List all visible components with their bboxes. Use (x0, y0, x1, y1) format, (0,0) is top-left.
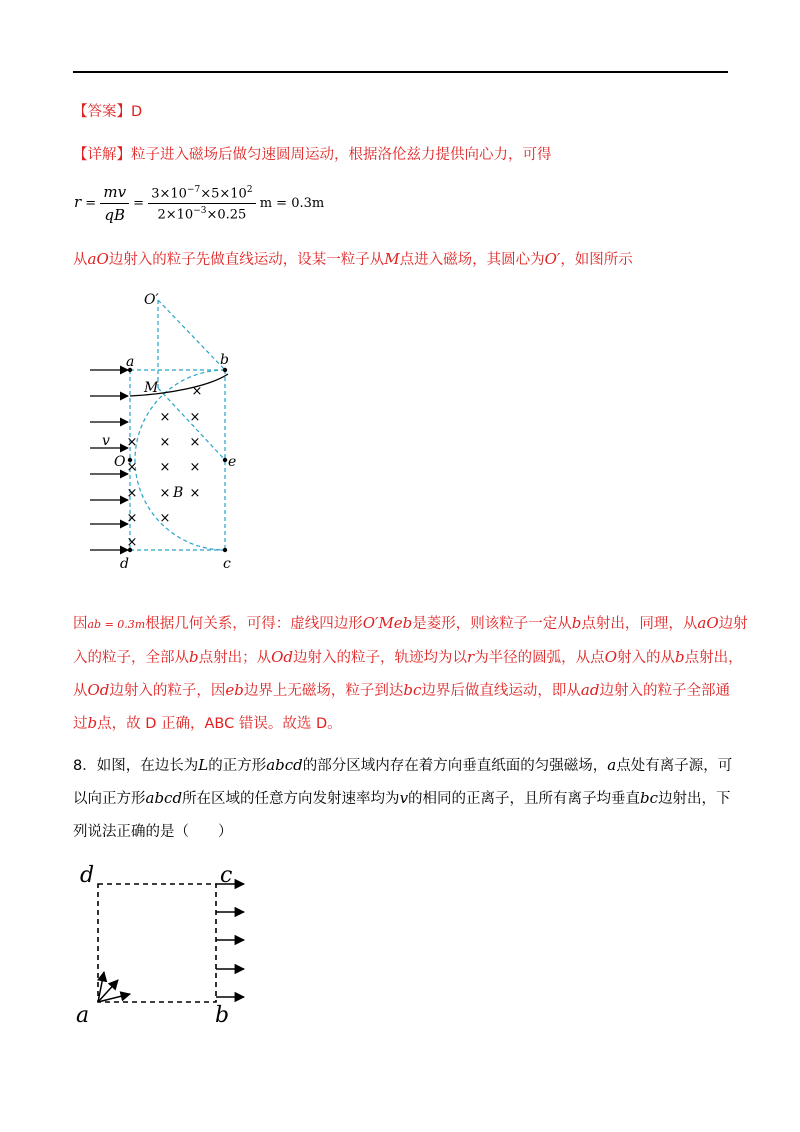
p2-l3-v4: ad (580, 681, 600, 699)
cross-3: × (189, 410, 201, 425)
fraction-2-den (148, 204, 255, 222)
question8-line-2 (73, 787, 731, 808)
p2-l4-t2: 点，故 D 正确，ABC 错误。故选 D。 (97, 716, 342, 732)
p2-l1-t4: 点射出，同理，从 (581, 616, 698, 632)
radius-formula: r = $\frac{mv}{qB}$ = $\frac{3\times 10^{-7}\times 5\times 10^2}{2\times 10^{-3}\times 0.25}$ m = 0.3m (74, 183, 325, 224)
source-emission-arrows (98, 972, 130, 1002)
formula-rhs: m = 0.3m (259, 196, 325, 211)
p2-l2-v1: b (189, 648, 199, 666)
question8-line-3 (73, 820, 233, 841)
cross-4: × (126, 435, 138, 450)
p2-l2-t6: 点射出， (684, 650, 743, 666)
q8-l2-v3: bc (640, 789, 659, 807)
p2-l3-v3: bc (403, 681, 422, 699)
q8-l2-t4: 边射出，下 (658, 791, 731, 807)
label-c: c (223, 556, 231, 572)
label-v: v (102, 433, 110, 449)
cross-5: × (159, 435, 171, 450)
cross-10: × (126, 486, 138, 501)
detail-line (73, 143, 552, 164)
magnetic-field-diagram (80, 288, 250, 578)
p2-l1-t3: 是菱形，则该粒子一定从 (412, 616, 572, 632)
para2-line-2 (73, 646, 743, 667)
figure2-labels (76, 863, 232, 1028)
label-a: a (126, 354, 135, 370)
p2-l2-t2: 点射出；从 (198, 650, 272, 666)
f2-num-b: ×5×10 (200, 186, 247, 201)
formula-lhs: r (74, 193, 82, 211)
p2-l3-v1: Od (87, 681, 110, 699)
label-c2: c (220, 863, 233, 888)
q8-l1-t1: 8．如图，在边长为 (73, 758, 199, 774)
label-d: d (120, 556, 129, 572)
cross-11: × (159, 486, 171, 501)
q8-l1-t2: 的正方形 (208, 758, 267, 774)
cross-7: × (126, 460, 138, 475)
fraction-2 (148, 185, 255, 223)
p2-l3-t1: 从 (73, 683, 88, 699)
cross-12: × (189, 486, 201, 501)
label-e: e (228, 454, 237, 470)
field-crosses (127, 384, 203, 550)
q8-l1-t3: 的部分区域内存在着方向垂直纸面的匀强磁场， (302, 758, 608, 774)
f2-num-a-exp: −7 (186, 184, 201, 195)
label-a2: a (76, 1003, 90, 1028)
p2-l1-t1: 因 (73, 616, 88, 632)
p2-l2-v4: O (604, 648, 617, 666)
para2-line-4 (73, 712, 342, 733)
cross-8: × (159, 460, 171, 475)
p2-l3-t2: 边射入的粒子，因 (109, 683, 226, 699)
fraction-2-num (148, 185, 255, 204)
fraction-1-den: qB (104, 206, 125, 224)
square-abcd (98, 884, 216, 1002)
p2-l2-v2: Od (271, 648, 294, 666)
p1-t4: ，如图所示 (560, 252, 633, 268)
p2-l3-t5: 边射入的粒子全部通 (599, 683, 730, 699)
label-m: M (144, 380, 159, 396)
label-b2: b (215, 1003, 230, 1028)
detail-text: 粒子进入磁场后做匀速圆周运动，根据洛伦兹力提供向心力，可得 (131, 147, 552, 163)
p2-l2-v3: r (467, 648, 475, 666)
label-d2: d (80, 863, 95, 888)
label-o: O (114, 454, 126, 470)
p2-l1-v1: ab = 0.3m (87, 618, 146, 631)
top-rule (73, 71, 728, 73)
f2-den-a-exp: −3 (193, 206, 207, 216)
q8-l1-v1: L (198, 756, 209, 774)
cross-2: × (159, 410, 171, 425)
question8-line-1 (73, 754, 732, 775)
p2-l1-v3: b (571, 614, 582, 632)
p2-l3-v2: eb (225, 681, 244, 699)
q8-l1-v2: abcd (266, 756, 303, 774)
para1-line (73, 248, 633, 269)
p2-l2-t3: 边射入的粒子，轨迹均为以 (293, 650, 468, 666)
detail-label: 【详解】 (73, 147, 131, 163)
p2-l1-t5: 边射 (718, 616, 748, 632)
p1-t1: 从 (73, 252, 88, 268)
q8-l3: 列说法正确的是（ ） (73, 824, 233, 840)
square-ion-source-diagram (70, 860, 270, 1030)
p2-l1-v4: aO (697, 614, 719, 632)
fraction-1-num: mv (100, 183, 129, 204)
p1-t2: 边射入的粒子先做直线运动，设某一粒子从 (108, 252, 385, 268)
q8-l2-t2: 所在区域的任意方向发射速率均为 (182, 791, 400, 807)
p2-l1-t2: 根据几何关系，可得：虚线四边形 (145, 616, 363, 632)
p1-v3: O′ (544, 250, 561, 268)
q8-l1-v3: a (607, 756, 617, 774)
cross-14: × (159, 511, 171, 526)
p2-l2-t4: 为半径的圆弧，从点 (474, 650, 605, 666)
q8-l2-v1: abcd (145, 789, 183, 807)
para2-line-1 (73, 612, 748, 633)
f2-den-b: ×0.25 (206, 207, 247, 223)
cross-6: × (189, 435, 201, 450)
answer-value: D (131, 104, 143, 120)
fraction-1 (100, 183, 129, 224)
p2-l2-v5: b (675, 648, 685, 666)
cross-13: × (126, 511, 138, 526)
p1-v2: M (384, 250, 400, 268)
answer-line (73, 100, 142, 121)
label-b-field: B (173, 485, 184, 501)
p1-v1: aO (87, 250, 109, 268)
answer-label: 【答案】 (73, 104, 131, 120)
p2-l4-t1: 过 (73, 716, 88, 732)
cross-1: × (191, 384, 203, 399)
para2-line-3 (73, 679, 730, 700)
p2-l2-t1: 入的粒子，全部从 (73, 650, 189, 666)
q8-l1-t4: 点处有离子源，可 (616, 758, 733, 774)
q8-l2-t1: 以向正方形 (73, 791, 146, 807)
f2-num-a: 3×10 (151, 186, 187, 201)
q8-l2-v2: v (399, 789, 409, 807)
p2-l2-t5: 射入的从 (617, 650, 675, 666)
q8-l2-t3: 的相同的正离子，且所有离子均垂直 (408, 791, 641, 807)
p2-l3-t3: 边界上无磁场，粒子到达 (243, 683, 404, 699)
cross-15: × (126, 535, 138, 550)
p2-l1-v2: O′Meb (362, 614, 413, 632)
exit-arrows (216, 884, 244, 997)
dashed-construction-lines (130, 300, 225, 550)
f2-num-b-exp: 2 (246, 184, 253, 195)
cross-9: × (189, 460, 201, 475)
f2-den-a: 2×10 (157, 207, 194, 223)
label-b: b (220, 352, 229, 368)
label-o-prime: O′ (144, 292, 159, 308)
p1-t3: 点进入磁场，其圆心为 (399, 252, 545, 268)
p2-l3-t4: 边界后做直线运动，即从 (421, 683, 581, 699)
p2-l4-v1: b (87, 714, 98, 732)
